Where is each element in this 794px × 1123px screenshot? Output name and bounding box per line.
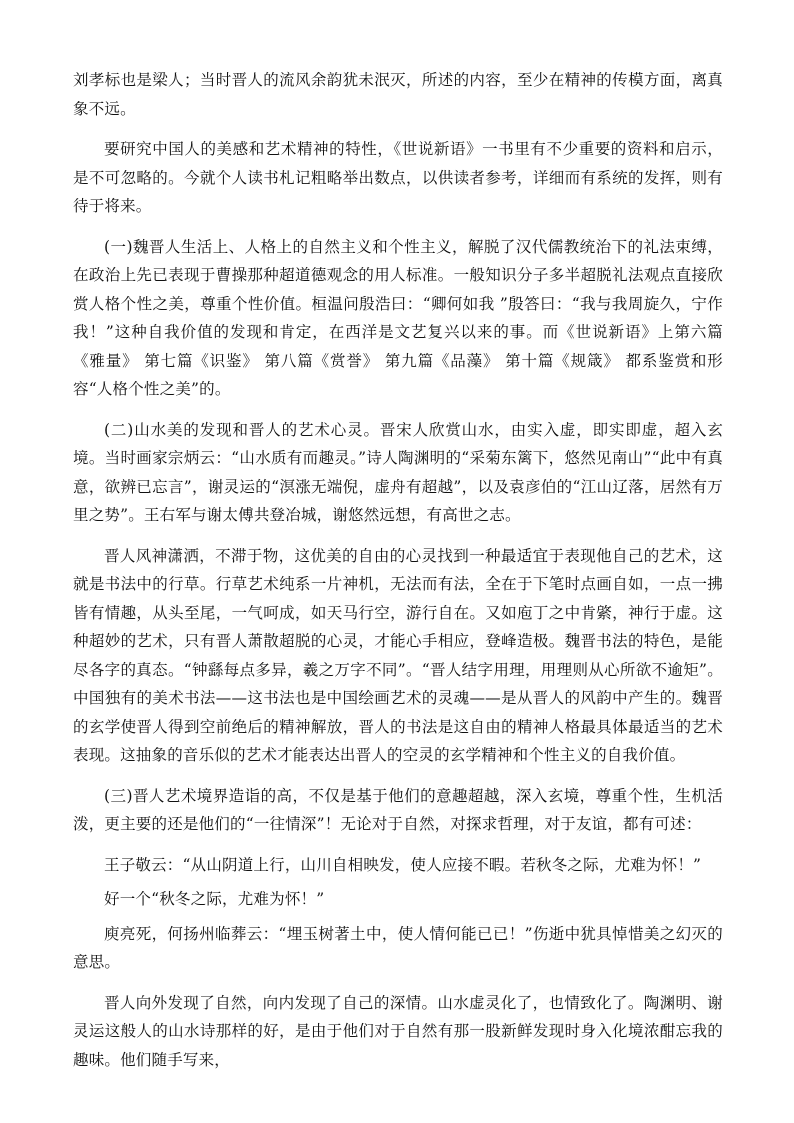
paragraph-7: 王子敬云：“从山阴道上行，山川自相映发，使人应接不暇。若秋冬之际，尤难为怀！” [104,855,702,874]
paragraph-8: 好一个“秋冬之际，尤难为怀！” [104,890,325,908]
paragraph-6: (三)晋人艺术境界造诣的高，不仅是基于他们的意趣超越，深入玄境，尊重个性，生机活泼，更主要的还是他们的“一往情深”！无论对于自然，对探求哲理，对于友谊，都有可述： [73,786,723,833]
paragraph-1: 刘孝标也是梁人；当时晋人的流风余韵犹未泯灭，所述的内容，至少在精神的传模方面，离真象不远。 [73,71,723,118]
paragraph-2: 要研究中国人的美感和艺术精神的特性，《世说新语》一书里有不少重要的资料和启示，是不可忽略的。今就个人读书札记粗略举出数点，以供读者参考，详细而有系统的发挥，则有待于将来。 [73,140,723,215]
document-body [73,66,723,1086]
paragraph-10: 晋人向外发现了自然，向内发现了自己的深情。山水虚灵化了，也情致化了。陶渊明、谢灵运这般人的山水诗那样的好，是由于他们对于自然有那一股新鲜发现时身入化境浓酣忘我的趣味。他们随手写来， [73,993,723,1069]
paragraph-5: 晋人风神潇洒，不滞于物，这优美的自由的心灵找到一种最适宜于表现他自己的艺术，这就是书法中的行草。行草艺术纯系一片神机，无法而有法，全在于下笔时点画自如，一点一拂皆有情趣，从头至尾，一气呵成，如天马行空，游行自在。又如庖丁之中肯綮，神行于虚。这种超妙的艺术，只有晋人萧散超脱的心灵，才能心手相应，登峰造极。魏晋书法的特色，是能尽各字的真态。“钟繇每点多异，羲之万字不同”。“晋人结字用理，用理则从心所欲不逾矩”。中国独有的美术书法——这书法也是中国绘画艺术的灵魂——是从晋人的风韵中产生的。魏晋的玄学使晋人得到空前绝后的精神解放，晋人的书法是这自由的精神人格最具体最适当的艺术表现。这抽象的音乐似的艺术才能表达出晋人的空灵的玄学精神和个性主义的自我价值。 [73,546,723,764]
paragraph-3: (一)魏晋人生活上、人格上的自然主义和个性主义，解脱了汉代儒教统治下的礼法束缚，在政治上先已表现于曹操那种超道德观念的用人标准。一般知识分子多半超脱礼法观点直接欣赏人格个性之美，尊重个性价值。桓温问殷浩曰：“卿何如我 ”殷答曰：“我与我周旋久，宁作我！”这种自我价值的发现和肯定，在西洋是文艺复兴以来的事。而《世说新语》上第六篇《雅量》 第七篇《识鉴》 第八篇《赏誉》 第九篇《品藻》 第十篇《规箴》 都系鉴赏和形容“人格个性之美”的。 [73,237,723,398]
paragraph-9: 庾亮死，何扬州临葬云：“埋玉树著土中，使人情何能已已！”伤逝中犹具悼惜美之幻灭的意思。 [73,924,723,971]
paragraph-4: (二)山水美的发现和晋人的艺术心灵。晋宋人欣赏山水，由实入虚，即实即虚，超入玄境。当时画家宗炳云：“山水质有而趣灵。”诗人陶渊明的“采菊东篱下，悠然见南山”“此中有真意，欲辨已忘言”，谢灵运的“溟涨无端倪，虚舟有超越”，以及袁彦伯的“江山辽落，居然有万里之势”。王右军与谢太傅共登冶城，谢悠然远想，有高世之志。 [73,420,723,524]
